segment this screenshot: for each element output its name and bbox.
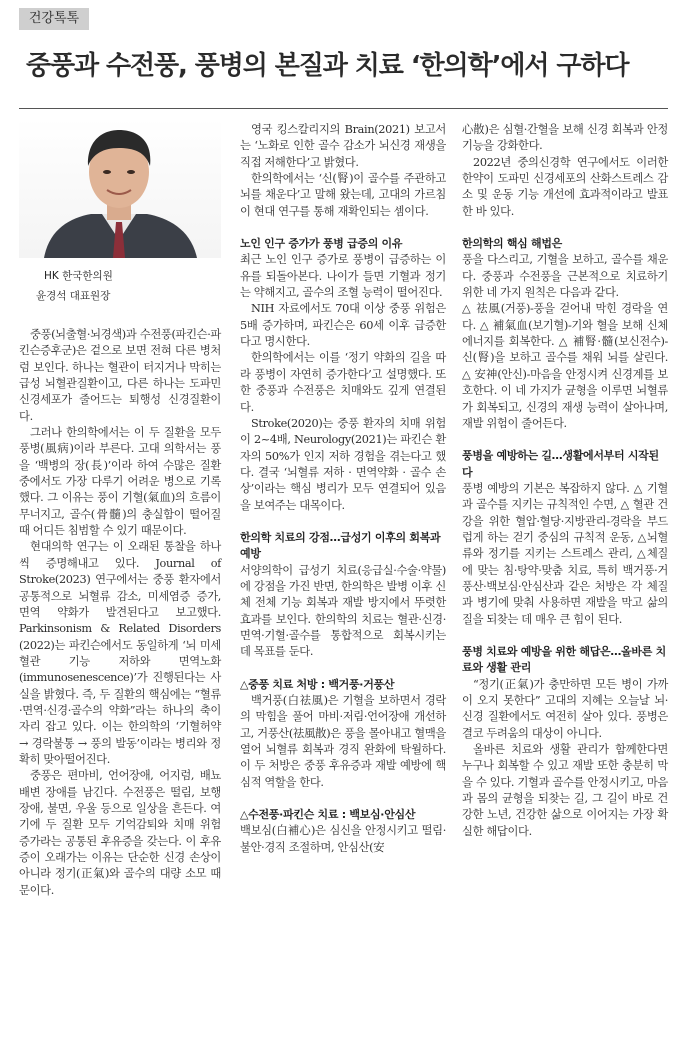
paragraph: NIH 자료에서도 70대 이상 중풍 위험은 5배 증가하며, 파킨슨은 60세 이후 급증한다고 명시한다.: [240, 302, 446, 349]
author-org: HK 한국한의원: [44, 270, 113, 282]
headline-divider: [19, 108, 668, 109]
section-tag: 건강톡톡: [19, 8, 89, 30]
article-column-3: [462, 122, 668, 840]
paragraph: 백보심(白補心)은 심신을 안정시키고 떨림·불안·경직 조절하며, 안심산(安: [240, 824, 446, 854]
paragraph: 그러나 한의학에서는 이 두 질환을 모두 풍병(風病)이라 부른다. 고대 의학서는 풍을 ‘백병의 장(長)’이라 하여 수많은 질환 중에서도 가장 다루기 어려운 병으로 기록했다. 그 이유는 풍이 기혈(氣血)의 흐름이 무너지고, 골수(骨髓)의 충실함이 떨어질 때 어디든 침범할 수 있기 때문이다.: [19, 426, 221, 538]
paragraph: 2022년 중의신경학 연구에서도 이러한 한약이 도파민 신경세포의 산화스트레스 감소 및 운동 기능 개선에 효과적이라고 발표한 바 있다.: [462, 155, 668, 218]
paragraph: “정기(正氣)가 충만하면 모든 병이 가까이 오지 못한다” 고대의 지혜는 오늘날 뇌·신경 질환에서도 여전히 살아 있다. 풍병은 결코 두려움의 대상이 아니다.: [462, 677, 668, 740]
paragraph: 풍병 예방의 기본은 복잡하지 않다. △ 기혈과 골수를 지키는 규칙적인 수면, △ 혈관 건강을 위한 혈압·혈당·지방관리-경락을 부드럽게 하는 걷기 중심의 규칙적 운동, △뇌혈류와 정기를 지키는 스트레스 관리, △체질에 맞는 침·탕약·맞춤 치료, 특히 백거풍·거풍산·백보심·안심산과 같은 처방은 각 체질과 병기에 맞춰 사용하면 재발을 막고 삶의 질을 되찾는 데 매우 큰 힘이 된다.: [462, 481, 668, 626]
subheading: 노인 인구 증가가 풍병 급증의 이유: [240, 237, 403, 251]
subheading: △수전풍·파킨슨 치료 : 백보심·안심산: [240, 808, 416, 822]
headline: 중풍과 수전풍, 풍병의 본질과 치료 ‘한의학’에서 구하다: [26, 51, 629, 81]
paragraph: 중풍은 편마비, 언어장애, 어지럼, 배뇨배변 장애를 남긴다. 수전풍은 떨림, 보행 장애, 불면, 우울 등으로 일상을 흔든다. 여기에 두 질환 모두 기억감퇴와 치매 위험 증가라는 공통된 후유증을 갖는다. 이 후유증이 오래가는 이유는 단순한 신경 손상이 아니라 정기(正氣)와 골수의 대량 소모 때문이다.: [19, 769, 221, 897]
paragraph: 한의학에서는 이를 ‘정기 약화의 길을 따라 풍병이 자연히 증가한다’고 설명했다. 또한 중풍과 수전풍은 치매와도 깊게 연결된다.: [240, 351, 446, 414]
paragraph: 서양의학이 급성기 치료(응급실·수술·약물)에 강점을 가진 반면, 한의학은 발병 이후 신체 전체 기능 회복과 재발 방지에서 뚜렷한 효과를 보인다. 한의학의 치료는 혈관·신경·면역·기혈·골수를 통합적으로 회복시키는 데 목표를 둔다.: [240, 563, 446, 659]
subheading: 풍병을 예방하는 길…생활에서부터 시작된다: [462, 449, 659, 479]
paragraph: 心散)은 심혈·간혈을 보해 신경 회복과 안정 기능을 강화한다.: [462, 123, 668, 153]
article-column-1: [19, 327, 221, 899]
byline: [19, 266, 221, 306]
subheading: 풍병 치료와 예방을 위한 해답은…올바른 치료와 생활 관리: [462, 644, 666, 675]
author-name: 윤경석 대표원장: [36, 290, 111, 302]
paragraph: 현대의학 연구는 이 오래된 통찰을 하나씩 증명해내고 있다. Journal of Stroke(2023) 연구에서는 중풍 환자에서 공통적으로 뇌혈류 감소, 미세염증 증가, 면역 약화가 발견된다고 보고했다. Parkinsonism & Related Disorders (2022)는 파킨슨에서도 동일하게 ‘뇌 미세혈관 기능 저하와 면역노화 (immunosenescence)’가 진행된다는 사실을 밝혔다. 즉, 두 질환의 핵심에는 “혈류·면역·신경·골수의 약화”라는 하나의 축이 자리 잡고 있다. 이는 한의학의 ‘기혈허약 → 경락불통 → 풍의 발동’이라는 병리와 정확히 맞아떨어진다.: [19, 540, 221, 766]
paragraph: 풍을 다스리고, 기혈을 보하고, 골수를 채운다. 중풍과 수전풍을 근본적으로 치료하기 위한 네 가지 원칙은 다음과 같다.: [462, 253, 668, 300]
paragraph: 한의학에서는 ‘신(腎)이 골수를 주관하고 뇌를 채운다’고 말해 왔는데, 고대의 가르침이 현대 연구를 통해 재확인되는 셈이다.: [240, 172, 446, 218]
subheading: 한의학 치료의 강점…급성기 이후의 회복과 예방: [240, 530, 441, 561]
author-photo: [19, 118, 221, 258]
author-portrait-icon: [19, 118, 221, 258]
paragraph: 영국 킹스칼리지의 Brain(2021) 보고서는 ‘노화로 인한 골수 감소가 뇌신경 재생을 직접 저해한다’고 밝혔다.: [240, 123, 446, 169]
paragraph: Stroke(2020)는 중풍 환자의 치매 위험이 2~4배, Neurology(2021)는 파킨슨 환자의 50%가 인지 저하 경험을 겪는다고 했다. 결국 ‘뇌혈류 저하 · 면역약화 · 골수 손상’이라는 핵심 병리가 모두 연결되어 있음을 보여주는 대목이다.: [240, 416, 446, 512]
paragraph: 중풍(뇌출혈·뇌경색)과 수전풍(파킨슨·파킨슨증후군)은 겉으로 보면 전혀 다른 병처럼 보인다. 하나는 혈관이 터지거나 막히는 급성 뇌혈관질환이고, 다른 하나는 도파민 신경세포가 줄어드는 퇴행성 신경질환이다.: [19, 328, 221, 423]
paragraph: △ 祛風(거풍)-풍을 걷어내 막힌 경락을 연다. △ 補氣血(보기혈)-기와 혈을 보해 신체 에너지를 회복한다. △ 補腎·髓(보신전수)-신(腎)을 보하고 골수를 채워 뇌를 살린다. △ 安神(안신)-마음을 안정시켜 신경계를 보호한다. 이 네 가지가 균형을 이루면 뇌혈류가 회복되고, 신경의 재생 능력이 살아나며, 재발 위험이 줄어든다.: [462, 302, 668, 430]
paragraph: 올바른 치료와 생활 관리가 함께한다면 누구나 회복할 수 있고 재발 또한 충분히 막을 수 있다. 기혈과 골수를 안정시키고, 마음과 몸의 균형을 되찾는 길, 그 길이 바로 건강한 노년, 건강한 삶으로 이어지는 가장 확실한 해답이다.: [462, 743, 668, 838]
subheading: △중풍 치료 처방 : 백거풍·거풍산: [240, 677, 395, 691]
paragraph: 최근 노인 인구 증가로 풍병이 급증하는 이유를 되돌아본다. 나이가 들면 기혈과 정기는 약해지고, 골수의 조혈 능력이 떨어진다.: [240, 253, 446, 300]
article-column-2: [240, 122, 446, 856]
subheading: 한의학의 핵심 해법은: [462, 237, 562, 251]
paragraph: 백거풍(白祛風)은 기혈을 보하면서 경락의 막힘을 풀어 마비·저림·언어장애 개선하고, 거풍산(祛風散)은 풍을 몰아내고 혈맥을 열어 뇌혈류 회복과 경직 완화에 탁월하다. 이 두 처방은 중풍 후유증과 재발 예방에 핵심적 역할을 한다.: [240, 694, 446, 789]
